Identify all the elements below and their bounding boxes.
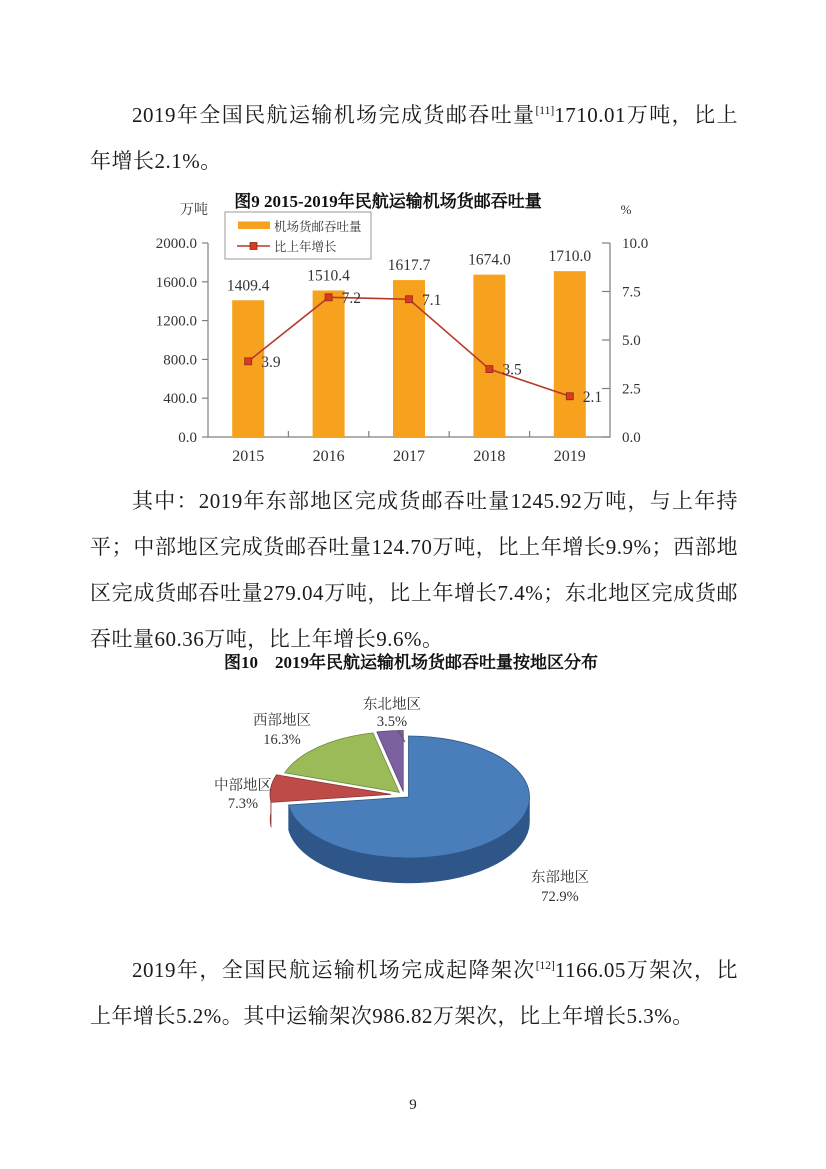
left-axis-tick-label: 800.0 <box>163 352 197 369</box>
line-value-label: 7.2 <box>341 289 361 307</box>
pie-label-region: 东部地区 <box>531 870 589 886</box>
bar-value-label: 1409.4 <box>226 277 270 295</box>
bar-value-label: 1617.7 <box>387 257 431 275</box>
right-axis-unit-label: % <box>620 202 632 217</box>
paragraph-regional-breakdown <box>90 478 738 662</box>
pie-label-region: 东北地区 <box>363 697 421 713</box>
left-axis-tick-label: 1600.0 <box>155 274 197 291</box>
bar-value-label: 1710.0 <box>548 248 592 266</box>
paragraph-text: 1166.05万架次，比上年增长5.2%。其中运输架次986.82万架次，比上年增长5.3%。 <box>90 958 738 1028</box>
legend-line-marker <box>250 243 257 250</box>
right-axis-tick-label: 5.0 <box>622 333 641 349</box>
paragraph-text: 1710.01万吨，比上年增长2.1%。 <box>90 103 739 173</box>
line-marker <box>566 393 573 400</box>
left-axis-tick-label: 0.0 <box>178 430 197 446</box>
left-axis-tick-label: 400.0 <box>163 391 197 408</box>
legend-line-label: 比上年增长 <box>274 240 337 254</box>
paragraph-aircraft-movements <box>90 943 738 1039</box>
bar <box>393 280 425 437</box>
line-value-label: 3.5 <box>502 361 522 379</box>
pie-label-percent: 16.3% <box>263 732 301 748</box>
footnote-ref-11: [11] <box>535 105 555 117</box>
paragraph-text: 其中：2019年东部地区完成货邮吞吐量1245.92万吨，与上年持平；中部地区完成货邮吞吐量124.70万吨，比上年增长9.9%；西部地区完成货邮吞吐量279.04万吨，比上年增长7.4%；东北地区完成货邮吞吐量60.36万吨，比上年增长9.6%。 <box>90 489 738 651</box>
bar-value-label: 1510.4 <box>307 267 350 285</box>
page-number: 9 <box>409 1097 417 1113</box>
bar <box>232 300 264 437</box>
line-value-label: 2.1 <box>582 388 603 406</box>
line-marker <box>325 294 332 301</box>
pie-label-region: 中部地区 <box>214 778 272 794</box>
x-axis-category-label: 2019 <box>553 448 586 465</box>
bar <box>554 271 586 437</box>
right-axis-tick-label: 10.0 <box>622 236 649 252</box>
bar <box>313 290 345 437</box>
pie-label-percent: 3.5% <box>376 714 408 730</box>
x-axis-category-label: 2015 <box>232 448 265 465</box>
figure10-title: 图10 2019年民航运输机场货邮吞吐量按地区分布 <box>224 653 598 672</box>
x-axis-category-label: 2018 <box>473 448 506 465</box>
pie-chart-figure10 <box>140 668 700 943</box>
line-value-label: 7.1 <box>422 291 442 309</box>
right-axis-tick-label: 7.5 <box>622 284 641 301</box>
bar-value-label: 1674.0 <box>468 251 511 269</box>
footnote-ref-12: [12] <box>535 960 555 972</box>
pie-label-region: 西部地区 <box>253 713 311 729</box>
x-axis-category-label: 2017 <box>393 448 425 465</box>
left-axis-tick-label: 1200.0 <box>155 313 197 330</box>
x-axis-category-label: 2016 <box>312 448 345 465</box>
bar-line-chart-figure9 <box>130 180 690 475</box>
line-value-label: 3.9 <box>261 353 281 371</box>
line-marker <box>486 366 493 373</box>
bar <box>473 275 505 437</box>
paragraph-text: 2019年全国民航运输机场完成货邮吞吐量 <box>132 103 536 127</box>
paragraph-text: 2019年，全国民航运输机场完成起降架次 <box>132 958 536 982</box>
right-axis-tick-label: 0.0 <box>622 430 641 446</box>
right-axis-tick-label: 2.5 <box>622 381 641 398</box>
pie-label-percent: 7.3% <box>227 796 259 812</box>
legend-bar-label: 机场货邮吞吐量 <box>274 220 362 234</box>
legend-bar-swatch <box>238 222 270 230</box>
pie-label-percent: 72.9% <box>541 889 579 905</box>
figure9-title: 图9 2015-2019年民航运输机场货邮吞吐量 <box>234 192 542 211</box>
line-marker <box>406 296 413 303</box>
paragraph-cargo-throughput <box>90 88 738 184</box>
left-axis-unit-label: 万吨 <box>180 203 208 218</box>
line-marker <box>245 358 252 365</box>
left-axis-tick-label: 2000.0 <box>155 236 197 252</box>
